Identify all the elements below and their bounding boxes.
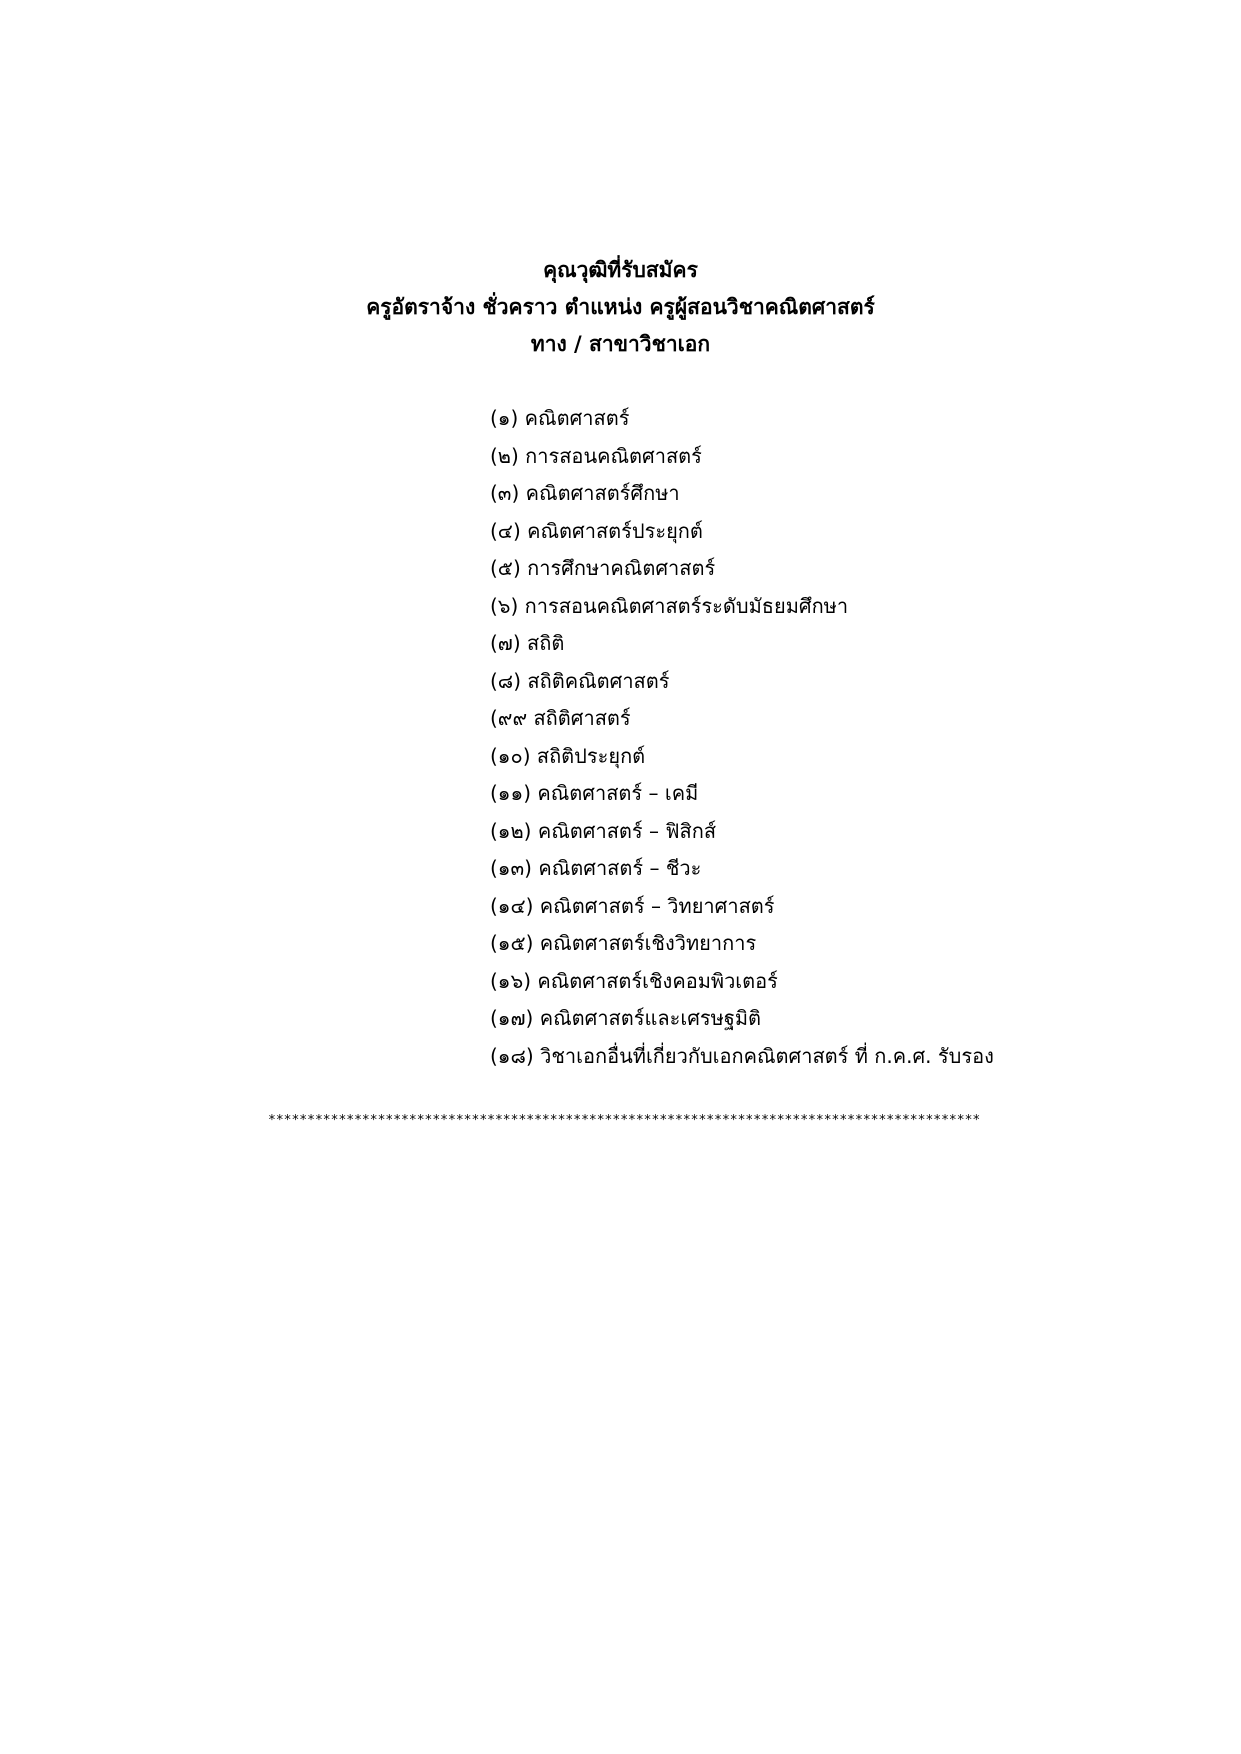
- list-item: (๑๗) คณิตศาสตร์และเศรษฐมิติ: [490, 1006, 762, 1030]
- list-item: (๑๐) สถิติประยุกต์: [490, 743, 646, 768]
- list-item: (๑๓) คณิตศาสตร์ – ชีวะ: [490, 856, 702, 880]
- list-item: (๘) สถิติคณิตศาสตร์: [490, 668, 670, 693]
- list-item: (๗) สถิติ: [490, 631, 565, 655]
- list-item: (๖) การสอนคณิตศาสตร์ระดับมัธยมศึกษา: [490, 593, 849, 618]
- list-item: (๑๕) คณิตศาสตร์เชิงวิทยาการ: [490, 931, 757, 955]
- title-line-major: ทาง / สาขาวิชาเอก: [530, 332, 711, 356]
- list-item: (๑๔) คณิตศาสตร์ – วิทยาศาสตร์: [490, 893, 775, 918]
- asterisk-separator: *******************************************************************************************: [268, 1113, 981, 1128]
- list-item: (๕) การศึกษาคณิตศาสตร์: [490, 556, 716, 580]
- list-item: (๑๖) คณิตศาสตร์เชิงคอมพิวเตอร์: [490, 968, 778, 993]
- list-item: (๑) คณิตศาสตร์: [490, 406, 630, 430]
- title-line-position: ครูอัตราจ้าง ชั่วคราว ตำแหน่ง ครูผู้สอนวิชาคณิตศาสตร์: [366, 295, 875, 319]
- major-list: [490, 400, 994, 1075]
- list-item: (๙๙ สถิติศาสตร์: [490, 706, 631, 730]
- list-item: (๒) การสอนคณิตศาสตร์: [490, 443, 702, 468]
- document-title: [0, 252, 1241, 363]
- list-item: (๓) คณิตศาสตร์ศึกษา: [490, 481, 680, 505]
- list-item: (๑๑) คณิตศาสตร์ – เคมี: [490, 781, 699, 805]
- title-line-qualifications: คุณวุฒิที่รับสมัคร: [543, 258, 698, 282]
- list-item: (๔) คณิตศาสตร์ประยุกต์: [490, 518, 703, 543]
- list-item: (๑๒) คณิตศาสตร์ – ฟิสิกส์: [490, 818, 717, 843]
- list-item: (๑๘) วิชาเอกอื่นที่เกี่ยวกับเอกคณิตศาสตร์ ที่ ก.ค.ศ. รับรอง: [490, 1043, 994, 1068]
